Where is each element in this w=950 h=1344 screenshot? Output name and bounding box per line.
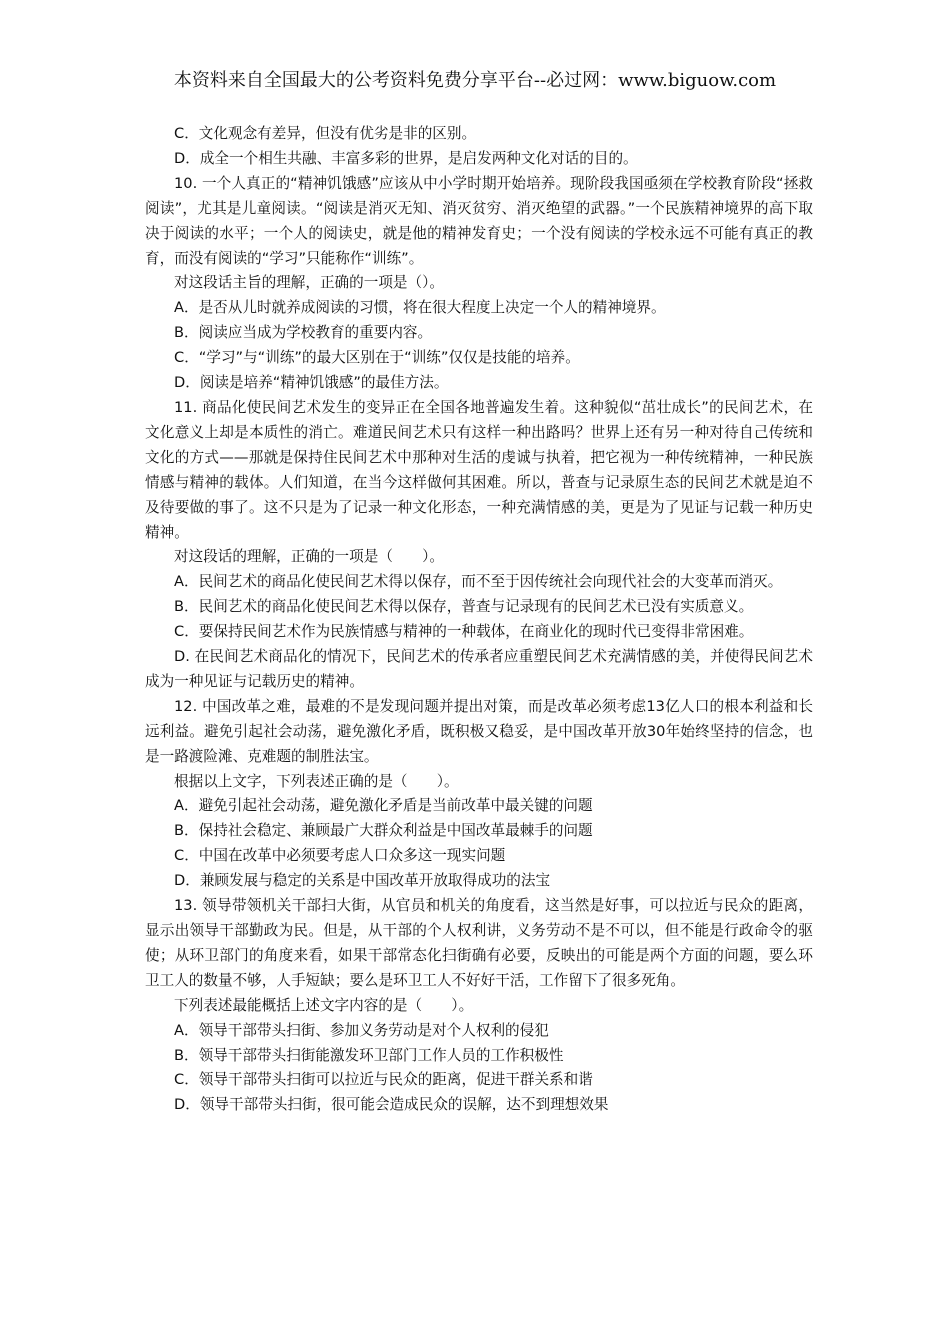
passage-paragraph: 11. 商品化使民间艺术发生的变异正在全国各地普遍发生着。这种貌似“茁壮成长”的民间艺术，在文化意义上却是本质性的消亡。难道民间艺术只有这样一种出路吗？世界上还有另一种对待自己传统和文化的方式——那就是保持住民间艺术中那种对生活的虔诚与执着，把它视为一种传统精神，一种民族情感与精神的载体。人们知道，在当今这样做何其困难。所以，普查与记录原生态的民间艺术就是迫不及待要做的事了。这不只是为了记录一种文化形态，一种充满情感的美，更是为了见证与记载一种历史精神。 — [145, 398, 813, 541]
option-line: D．兼顾发展与稳定的关系是中国改革开放取得成功的法宝 — [174, 872, 551, 890]
question-prompt: 对这段话主旨的理解，正确的一项是（）。 — [174, 274, 444, 292]
option-line: D. 在民间艺术商品化的情况下，民间艺术的传承者应重塑民间艺术充满情感的美，并使得民间艺术成为一种见证与记载历史的精神。 — [145, 648, 813, 690]
option-line: B．保持社会稳定、兼顾最广大群众利益是中国改革最棘手的问题 — [174, 822, 593, 840]
passage-paragraph: 13. 领导带领机关干部扫大街，从官员和机关的角度看，这当然是好事，可以拉近与民众的距离，显示出领导干部勤政为民。但是，从干部的个人权利讲，义务劳动不是不可以，但不能是行政命令的驱使；从环卫部门的角度来看，如果干部常态化扫街确有必要，反映出的可能是两个方面的问题，要么环卫工人的数量不够，人手短缺；要么是环卫工人不好好干活，工作留下了很多死角。 — [145, 897, 813, 989]
passage-paragraph: 12. 中国改革之难，最难的不是发现问题并提出对策，而是改革必须考虑13亿人口的根本利益和长远利益。避免引起社会动荡，避免激化矛盾，既积极又稳妥，是中国改革开放30年始终坚持的信念，也是一路渡险滩、克难题的制胜法宝。 — [145, 697, 813, 765]
option-line: D．领导干部带头扫街，很可能会造成民众的误解，达不到理想效果 — [174, 1096, 609, 1114]
option-line: A．避免引起社会动荡，避免激化矛盾是当前改革中最关键的问题 — [174, 797, 593, 815]
option-line: B．阅读应当成为学校教育的重要内容。 — [174, 324, 433, 342]
option-line: C．要保持民间艺术作为民族情感与精神的一种载体，在商业化的现时代已变得非常困难。 — [174, 623, 754, 641]
source-header: 本资料来自全国最大的公考资料免费分享平台--必过网：www.biguow.com — [173, 70, 777, 91]
option-line: C．“学习”与“训练”的最大区别在于“训练”仅仅是技能的培养。 — [174, 349, 580, 367]
option-line: C．领导干部带头扫街可以拉近与民众的距离，促进干群关系和谐 — [174, 1071, 593, 1089]
passage-paragraph: 10. 一个人真正的“精神饥饿感”应该从中小学时期开始培养。现阶段我国亟须在学校教育阶段“拯救阅读”，尤其是儿童阅读。“阅读是消灭无知、消灭贫穷、消灭绝望的武器。”一个民族精神境界的高下取决于阅读的水平；一个人的阅读史，就是他的精神发育史；一个没有阅读的学校永远不可能有真正的教育，而没有阅读的“学习”只能称作“训练”。 — [145, 174, 813, 267]
option-line: C．中国在改革中必须要考虑人口众多这一现实问题 — [174, 847, 506, 865]
option-line: B．领导干部带头扫街能激发环卫部门工作人员的工作积极性 — [174, 1046, 564, 1064]
option-line: A．是否从儿时就养成阅读的习惯，将在很大程度上决定一个人的精神境界。 — [174, 299, 666, 317]
question-prompt: 根据以上文字，下列表述正确的是（ ）。 — [174, 772, 459, 790]
option-line: B．民间艺术的商品化使民间艺术得以保存，普查与记录现有的民间艺术已没有实质意义。 — [174, 598, 754, 616]
option-line: A．领导干部带头扫街、参加义务劳动是对个人权利的侵犯 — [174, 1021, 549, 1039]
option-line: D．阅读是培养“精神饥饿感”的最佳方法。 — [174, 374, 449, 392]
option-line: C．文化观念有差异，但没有优劣是非的区别。 — [174, 125, 477, 142]
question-prompt: 下列表述最能概括上述文字内容的是（ ）。 — [174, 996, 474, 1014]
question-prompt: 对这段话的理解，正确的一项是（ ）。 — [174, 548, 444, 566]
option-line: A．民间艺术的商品化使民间艺术得以保存，而不至于因传统社会向现代社会的大变革而消灭。 — [174, 573, 783, 591]
option-line: D．成全一个相生共融、丰富多彩的世界，是启发两种文化对话的目的。 — [174, 149, 638, 167]
document-body — [145, 122, 813, 1118]
